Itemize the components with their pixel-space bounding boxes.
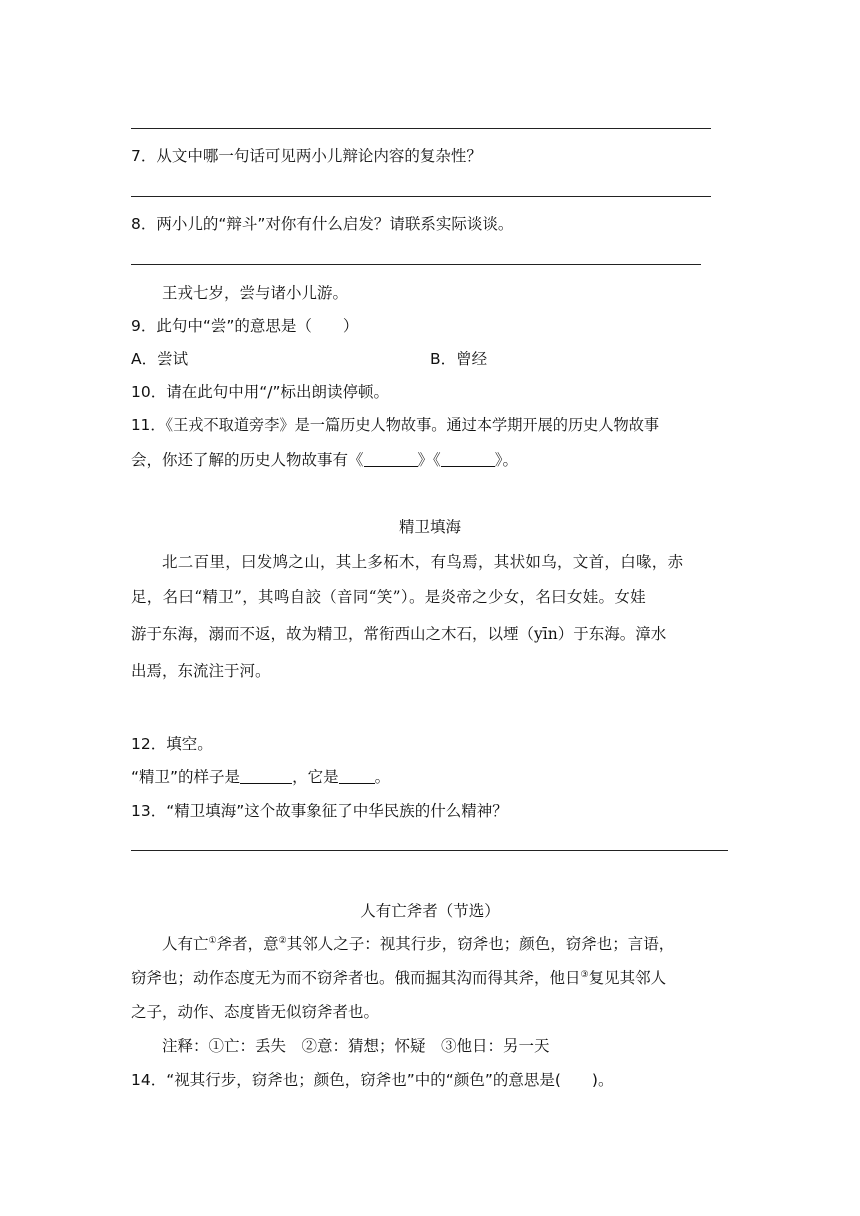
passage-title-jingwei: 精卫填海 bbox=[398, 518, 461, 536]
answer-line bbox=[131, 264, 701, 265]
text-span: 复见其邻人 bbox=[588, 969, 667, 987]
answer-blank[interactable] bbox=[339, 767, 375, 784]
question-9: 9．此句中“尝”的意思是（ ） bbox=[131, 317, 359, 335]
passage-line: 游于东海，溺而不返，故为精卫，常衔西山之木石，以堙（yīn）于东海。漳水 bbox=[131, 625, 667, 643]
option-a: A．尝试 bbox=[131, 350, 189, 368]
answer-line bbox=[131, 850, 728, 851]
passage-line bbox=[162, 934, 674, 954]
text-span: 窃斧也；动作态度无为而不窃斧者也。俄而掘其沟而得其斧，他日 bbox=[131, 969, 581, 987]
passage-line: 足，名曰“精卫”，其鸣自詨（音同“笑”）。是炎帝之少女，名曰女娃。女娃 bbox=[131, 588, 646, 606]
question-7: 7．从文中哪一句话可见两小儿辩论内容的复杂性？ bbox=[131, 147, 482, 165]
question-8: 8．两小儿的“辩斗”对你有什么启发？请联系实际谈谈。 bbox=[131, 215, 514, 233]
q12-text-mid: ，它是 bbox=[292, 768, 339, 786]
question-12: 12．填空。 bbox=[131, 735, 213, 753]
text-span: 斧者，意 bbox=[216, 935, 279, 953]
q12-text-pre: “精卫”的样子是 bbox=[131, 768, 241, 786]
passage-line: 北二百里，曰发鸠之山，其上多柘木，有鸟焉，其状如乌，文首，白喙，赤 bbox=[162, 553, 684, 571]
answer-blank[interactable] bbox=[441, 450, 495, 467]
footnote-marker: ③ bbox=[580, 969, 589, 980]
passage-title-axe: 人有亡斧者（节选） bbox=[360, 902, 500, 920]
footnote-marker: ② bbox=[278, 935, 287, 946]
answer-line bbox=[131, 128, 711, 129]
answer-blank[interactable] bbox=[240, 767, 292, 784]
q12-text-post: 。 bbox=[374, 768, 391, 786]
question-12-fill bbox=[131, 767, 390, 787]
answer-line bbox=[131, 196, 711, 197]
question-14: 14．“视其行步，窃斧也；颜色，窃斧也”中的“颜色”的意思是( )。 bbox=[131, 1071, 614, 1089]
passage-line: 出焉，东流注于河。 bbox=[131, 662, 271, 680]
question-11-line-1: 11．《王戎不取道旁李》是一篇历史人物故事。通过本学期开展的历史人物故事 bbox=[131, 416, 660, 434]
q11-text-pre: 会，你还了解的历史人物故事有《 bbox=[131, 451, 364, 469]
answer-blank[interactable] bbox=[364, 450, 418, 467]
text-span: 其邻人之子：视其行步，窃斧也；颜色，窃斧也；言语， bbox=[286, 935, 675, 953]
footnote-marker: ① bbox=[208, 935, 217, 946]
question-10: 10．请在此句中用“/”标出朗读停顿。 bbox=[131, 383, 390, 401]
question-11-line-2 bbox=[131, 450, 518, 470]
q11-text-mid: 》《 bbox=[417, 451, 441, 469]
question-13: 13．“精卫填海”这个故事象征了中华民族的什么精神？ bbox=[131, 802, 508, 820]
q11-text-post: 》。 bbox=[494, 451, 519, 469]
passage-line: 之子，动作、态度皆无似窃斧者也。 bbox=[131, 1003, 380, 1021]
annotation-notes: 注释：①亡：丢失 ②意：猜想；怀疑 ③他日：另一天 bbox=[162, 1037, 550, 1055]
passage-line bbox=[131, 968, 666, 988]
classical-sentence: 王戎七岁，尝与诸小儿游。 bbox=[162, 284, 349, 302]
text-span: 人有亡 bbox=[162, 935, 209, 953]
option-b: B．曾经 bbox=[430, 350, 488, 368]
